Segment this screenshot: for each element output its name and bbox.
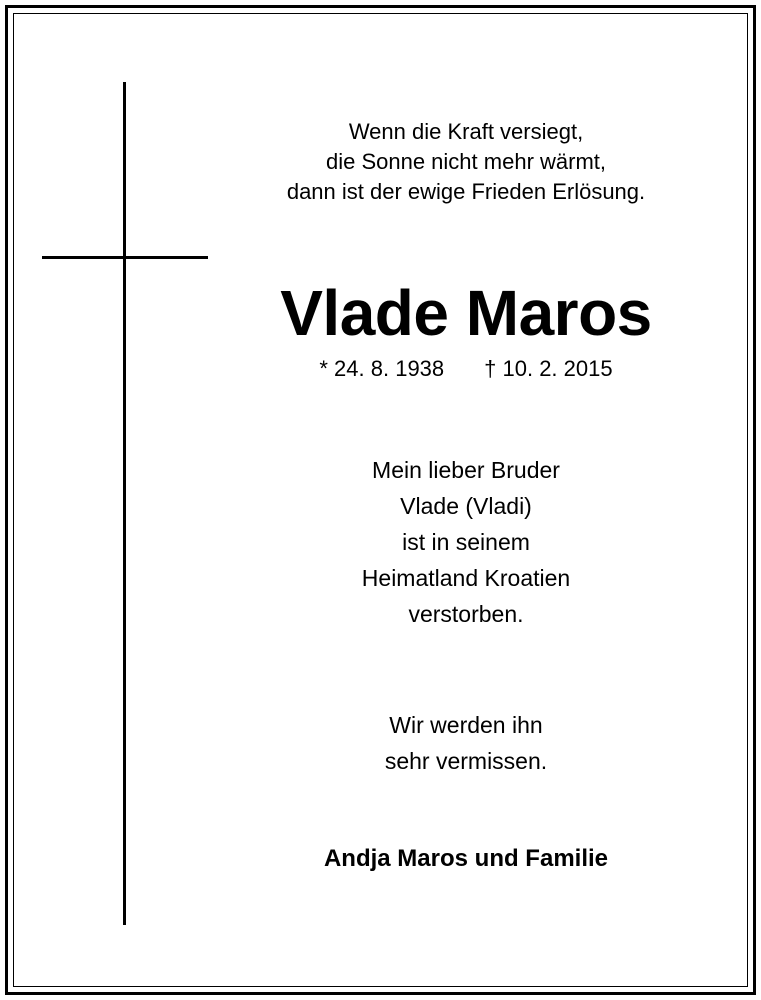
message-line: Heimatland Kroatien — [361, 565, 571, 591]
death-date: † 10. 2. 2015 — [484, 356, 613, 381]
birth-date: * 24. 8. 1938 — [319, 356, 445, 381]
closing-text — [236, 707, 696, 779]
memorial-verse — [236, 117, 696, 207]
death-announcement — [236, 452, 696, 632]
deceased-name: Vlade Maros — [280, 277, 652, 349]
cross-vertical-bar — [123, 82, 126, 925]
message-line: Vlade (Vladi) — [400, 493, 532, 519]
message-line: Mein lieber Bruder — [372, 457, 560, 483]
mourners-signature: Andja Maros und Familie — [323, 845, 609, 872]
closing-line: Wir werden ihn — [389, 712, 543, 738]
verse-line: dann ist der ewige Frieden Erlösung. — [286, 179, 646, 204]
message-line: ist in seinem — [402, 529, 530, 555]
life-dates — [236, 355, 696, 383]
cross-horizontal-bar — [42, 256, 208, 259]
message-line: verstorben. — [408, 601, 524, 627]
verse-line: Wenn die Kraft versiegt, — [348, 119, 584, 144]
verse-line: die Sonne nicht mehr wärmt, — [325, 149, 607, 174]
closing-line: sehr vermissen. — [384, 748, 548, 774]
